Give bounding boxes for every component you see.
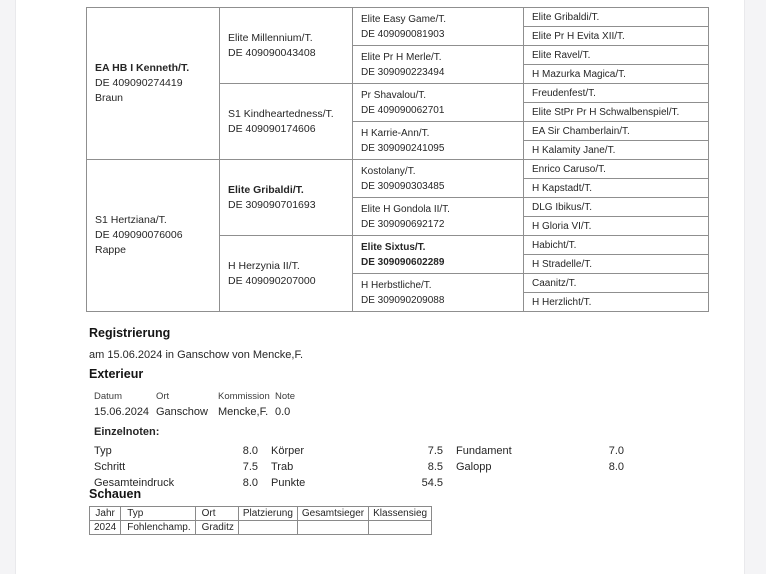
score-label: Körper (271, 445, 305, 457)
horse-name: Elite Easy Game/T. (361, 13, 447, 25)
exterior-commission: Mencke,F. (218, 406, 269, 418)
pedigree-cell-dam (87, 160, 220, 312)
pedigree-cell (220, 236, 353, 312)
pedigree-cell (524, 122, 709, 141)
horse-reg-number: DE 409090174606 (228, 122, 316, 135)
show-overall-winner (297, 521, 368, 535)
column-header-datum: Datum (94, 391, 122, 402)
score-label: Typ (94, 445, 112, 457)
horse-name: Kostolany/T. (361, 165, 416, 177)
score-row (94, 443, 734, 459)
shows-heading: Schauen (89, 487, 142, 501)
show-year: 2024 (90, 521, 121, 535)
pedigree-cell (524, 198, 709, 217)
shows-table (89, 506, 432, 535)
horse-reg-number: DE 309090303485 (361, 180, 445, 192)
registration-section (89, 326, 729, 362)
horse-coat-color: Rappe (95, 244, 126, 256)
score-value: 8.0 (242, 477, 258, 489)
score-label: Punkte (271, 477, 306, 489)
horse-name: Elite Pr H Evita XII/T. (532, 30, 625, 42)
horse-reg-number: DE 409090062701 (361, 104, 445, 116)
score-label: Trab (271, 461, 294, 473)
pedigree-cell (353, 8, 524, 46)
horse-name: H Herbstliche/T. (361, 279, 432, 291)
horse-reg-number: DE 309090241095 (361, 142, 445, 154)
exterior-note: 0.0 (275, 406, 291, 418)
score-value: 7.0 (608, 445, 624, 457)
exterior-location: Ganschow (156, 406, 208, 418)
pedigree-cell (353, 84, 524, 122)
horse-name: S1 Hertziana/T. (95, 214, 167, 226)
horse-reg-number: DE 409090043408 (228, 46, 316, 59)
score-label: Gesamteindruck (94, 477, 175, 489)
individual-scores (89, 443, 734, 491)
shows-data-row (90, 521, 432, 535)
score-label: Schritt (94, 461, 126, 473)
column-header-klassensieg: Klassensieg (369, 507, 432, 521)
pedigree-cell (524, 293, 709, 312)
column-header-ort: Ort (195, 507, 238, 521)
pedigree-cell (524, 160, 709, 179)
score-label: Fundament (456, 445, 512, 457)
show-location: Graditz (195, 521, 238, 535)
horse-name: DLG Ibikus/T. (532, 201, 593, 213)
column-header-note: Note (275, 391, 296, 402)
registration-text: am 15.06.2024 in Ganschow von Mencke,F. (89, 349, 304, 361)
column-header-typ: Typ (121, 507, 195, 521)
horse-reg-number: DE 309090209088 (361, 294, 445, 306)
pedigree-cell (220, 160, 353, 236)
pedigree-table (86, 7, 709, 312)
score-value: 7.5 (242, 461, 258, 473)
show-class-win (369, 521, 432, 535)
exterior-section (89, 367, 734, 491)
horse-name: Caanitz/T. (532, 277, 577, 289)
horse-reg-number: DE 309090701693 (228, 198, 316, 211)
score-pair (271, 459, 443, 475)
score-pair (456, 443, 624, 459)
score-pair (94, 459, 258, 475)
show-placement (238, 521, 297, 535)
horse-name: Freudenfest/T. (532, 87, 596, 99)
show-type: Fohlenchamp. (121, 521, 195, 535)
horse-name: H Herzynia II/T. (228, 259, 300, 272)
pedigree-cell (524, 255, 709, 274)
horse-name: EA HB I Kenneth/T. (95, 62, 190, 74)
horse-name: H Kapstadt/T. (532, 182, 593, 194)
horse-reg-number: DE 409090207000 (228, 274, 316, 287)
score-pair (456, 459, 624, 475)
score-pair-empty (456, 475, 624, 491)
score-value: 7.5 (427, 445, 443, 457)
pedigree-cell (353, 198, 524, 236)
score-value: 8.5 (427, 461, 443, 473)
horse-name: H Gloria VI/T. (532, 220, 592, 232)
score-row (94, 459, 734, 475)
exterior-date: 15.06.2024 (94, 406, 150, 418)
horse-name: H Karrie-Ann/T. (361, 127, 430, 139)
horse-name: Pr Shavalou/T. (361, 89, 427, 101)
pedigree-cell (524, 141, 709, 160)
column-header-jahr: Jahr (90, 507, 121, 521)
pedigree-cell-sire (87, 8, 220, 160)
horse-name: H Mazurka Magica/T. (532, 68, 626, 80)
pedigree-cell (524, 217, 709, 236)
registration-heading: Registrierung (89, 326, 171, 340)
score-label: Galopp (456, 461, 492, 473)
pedigree-cell (524, 84, 709, 103)
horse-name: Elite Millennium/T. (228, 31, 313, 44)
horse-name: Elite Gribaldi/T. (532, 11, 600, 23)
horse-name: H Herzlicht/T. (532, 296, 592, 308)
horse-name: Elite Sixtus/T. (361, 241, 426, 253)
horse-name: Habicht/T. (532, 239, 577, 251)
shows-section (89, 487, 432, 535)
horse-reg-number: DE 409090081903 (361, 28, 445, 40)
horse-name: EA Sir Chamberlain/T. (532, 125, 630, 137)
score-value: 8.0 (242, 445, 258, 457)
horse-name: Elite Ravel/T. (532, 49, 591, 61)
pedigree-cell (524, 27, 709, 46)
horse-name: Elite Pr H Merle/T. (361, 51, 442, 63)
pedigree-cell (353, 274, 524, 312)
horse-reg-number: DE 309090223494 (361, 66, 445, 78)
pedigree-cell (524, 179, 709, 198)
column-header-ort: Ort (156, 391, 170, 402)
horse-name: S1 Kindheartedness/T. (228, 107, 334, 120)
horse-name: Elite StPr Pr H Schwalbenspiel/T. (532, 106, 680, 118)
document-page (15, 0, 745, 574)
horse-coat-color: Braun (95, 92, 124, 104)
pedigree-cell (220, 84, 353, 160)
horse-name: H Stradelle/T. (532, 258, 593, 270)
horse-reg-number: DE 409090076006 (95, 229, 183, 241)
pedigree-cell (353, 46, 524, 84)
shows-header-row (90, 507, 432, 521)
pedigree-cell (353, 160, 524, 198)
horse-name: H Kalamity Jane/T. (532, 144, 616, 156)
horse-reg-number: DE 309090602289 (361, 256, 445, 268)
score-pair (94, 443, 258, 459)
horse-name: Elite H Gondola II/T. (361, 203, 450, 215)
exterior-info-grid (89, 391, 734, 419)
pedigree-cell (353, 122, 524, 160)
pedigree-cell (353, 236, 524, 274)
column-header-platzierung: Platzierung (238, 507, 297, 521)
horse-name: Enrico Caruso/T. (532, 163, 606, 175)
pedigree-cell (524, 236, 709, 255)
pedigree-cell (220, 8, 353, 84)
pedigree-cell (524, 274, 709, 293)
score-value: 54.5 (421, 477, 443, 489)
pedigree-cell (524, 65, 709, 84)
score-pair (271, 443, 443, 459)
column-header-kommission: Kommission (218, 391, 270, 402)
horse-reg-number: DE 309090692172 (361, 218, 445, 230)
exterior-heading: Exterieur (89, 367, 144, 381)
horse-name: Elite Gribaldi/T. (228, 183, 304, 196)
score-value: 8.0 (608, 461, 624, 473)
individual-scores-label: Einzelnoten: (94, 426, 160, 438)
pedigree-cell (524, 103, 709, 122)
horse-reg-number: DE 409090274419 (95, 77, 183, 89)
column-header-gesamtsieger: Gesamtsieger (297, 507, 368, 521)
pedigree-cell (524, 46, 709, 65)
pedigree-cell (524, 8, 709, 27)
